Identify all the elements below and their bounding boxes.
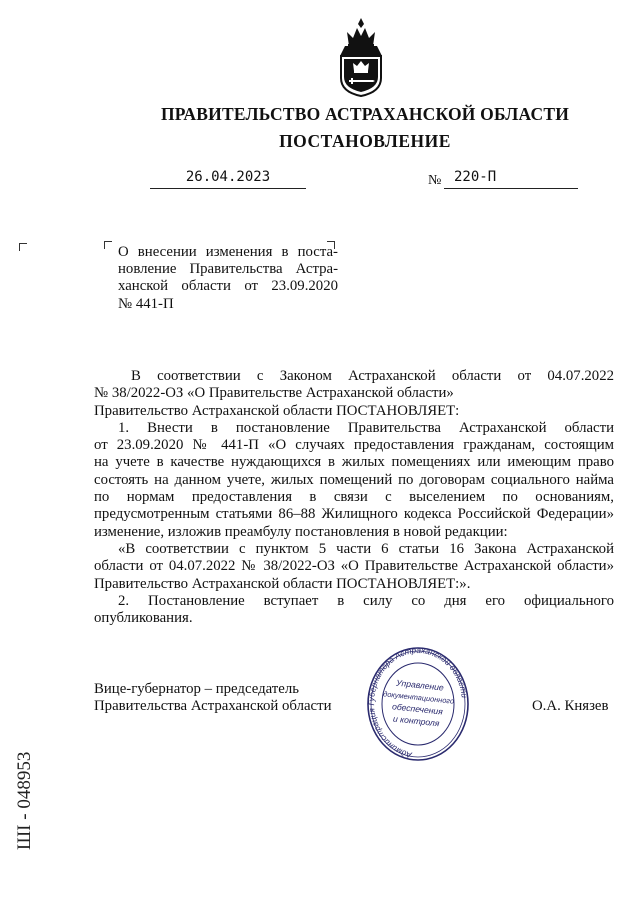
organization-title: ПРАВИТЕЛЬСТВО АСТРАХАНСКОЙ ОБЛАСТИ — [160, 104, 570, 124]
svg-text:ШI - 048953: ШI - 048953 — [14, 751, 35, 850]
subject-line: ханской области от 23.09.2020 — [118, 278, 338, 295]
body-line: области от 04.07.2022 № 38/2022-ОЗ «О Правительстве Астраханской области» — [94, 558, 614, 575]
signatory-position-line: Вице-губернатор – председатель — [94, 681, 299, 697]
body-line: Правительство Астраханской области ПОСТАНОВЛЯЕТ: — [94, 402, 460, 419]
body-line: № 38/2022-ОЗ «О Правительстве Астраханской области» — [94, 385, 454, 402]
body-line: от 23.09.2020 № 441-П «О случаях предоставления гражданам, состоящим — [94, 437, 614, 454]
signatory-position — [94, 681, 332, 716]
number-sign: № — [428, 173, 442, 188]
corner-mark-subject-left — [104, 241, 112, 249]
seal-center-line: обеспечения — [391, 701, 444, 717]
coat-of-arms-emblem — [335, 16, 387, 98]
subject-line: № 441-П — [118, 295, 174, 312]
document-number: 220-П — [444, 169, 578, 189]
corner-mark-left — [19, 243, 27, 251]
document-date: 26.04.2023 — [150, 169, 306, 189]
body-line: В соответствии с Законом Астраханской области от 04.07.2022 — [131, 368, 614, 384]
body-line: 1. Внести в постановление Правительства Астраханской области — [118, 419, 614, 436]
body-line: 2. Постановление вступает в силу со дня его официального — [118, 592, 614, 609]
signatory-position-line: Правительства Астраханской области — [94, 698, 332, 715]
body-line: по нормам предоставления в связи с выселением по основаниям, — [94, 489, 614, 506]
subject-line: новление Правительства Астра- — [118, 261, 338, 278]
body-line: Правительство Астраханской области ПОСТАНОВЛЯЕТ:». — [94, 575, 471, 592]
seal-center-line: документационного — [382, 689, 455, 706]
body-line: предусмотренным статьями 86–88 Жилищного кодекса Российской Федерации» — [94, 506, 614, 523]
body-line: опубликования. — [94, 610, 193, 627]
official-seal — [366, 645, 470, 763]
body-line: на учете в качестве нуждающихся в жилых помещениях или имеющим право — [94, 454, 614, 471]
seal-ring-text: Администрация Губернатора Астраханской области — [367, 645, 469, 760]
document-body — [94, 368, 614, 627]
subject-line: О внесении изменения в поста- — [118, 244, 338, 260]
signatory-name: О.А. Князев — [532, 698, 609, 714]
body-line: состоять на данном учете, жилых помещений по договорам социального найма — [94, 471, 614, 488]
document-type-title: ПОСТАНОВЛЕНИЕ — [279, 131, 451, 151]
body-line: изменение, изложив преамбулу постановления в новой редакции: — [94, 523, 508, 540]
body-line: «В соответствии с пунктом 5 части 6 статьи 16 Закона Астраханской — [118, 540, 614, 557]
document-subject — [118, 244, 338, 313]
serial-number — [6, 742, 40, 852]
seal-center-line: и контроля — [392, 713, 440, 729]
seal-center-line: Управление — [395, 677, 445, 693]
